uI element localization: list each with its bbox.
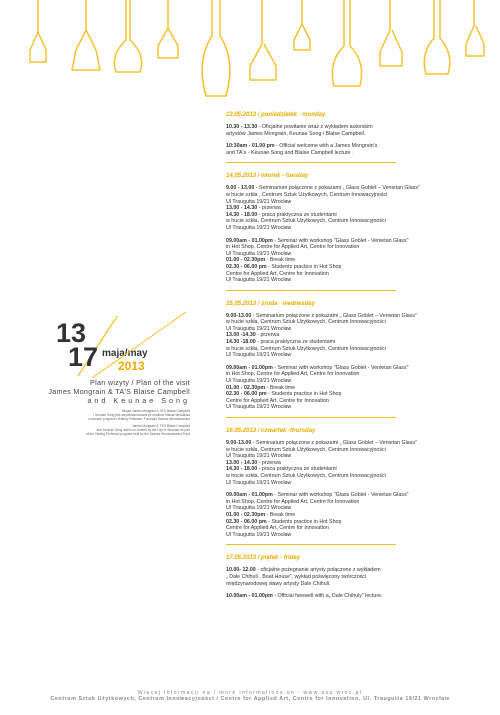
session-block: [226, 143, 486, 156]
schedule-text: Centre for Applied Art, Centre for Innovation: [226, 270, 329, 277]
schedule-line: [226, 473, 486, 480]
day-separator: [226, 417, 396, 418]
session-block: [226, 365, 486, 411]
schedule-text: - Break time: [265, 511, 296, 518]
funding-note-line: of the Visiting Professor program held by the Szansa Wroclawianina Fund: [85, 432, 190, 436]
schedule-line: [226, 519, 486, 526]
schedule-text: - praca praktyczna ze studentami: [257, 466, 337, 473]
schedule-text: w hucie szkła, Centrum Sztuk Użytkowych, Centrum Innowacyjności: [226, 446, 386, 453]
schedule-text: and TA's - Keunae Song and Blaise Campbell lecture .: [226, 149, 354, 156]
schedule-line: [226, 346, 486, 353]
schedule-text: in Hot Shop, Centre for Applied Art, Centre for Innovation: [226, 498, 360, 505]
more-info-line[interactable]: Więcej informacji na / more informations on : www.asp.wroc.pl: [137, 690, 363, 696]
schedule-text: - Seminar with workshop "Glass Goblet - Venietan Glass": [272, 492, 409, 499]
artists-line: James Mongrain & TA'S Blaise Campbell: [48, 387, 190, 396]
time-range: 10:30am - 01.00 pm: [226, 143, 275, 150]
day-block: [226, 112, 486, 163]
schedule-line: [226, 453, 486, 460]
time-range: 09.00am - 01.00pm: [226, 237, 273, 244]
schedule-line: [226, 499, 486, 506]
time-range: 13.00 -14.30: [226, 332, 256, 339]
schedule-line: [226, 225, 486, 232]
funding-note-line: Wizyta James Mongrain & TA'S Blaise Campbell: [121, 409, 190, 413]
schedule-line: [226, 567, 486, 574]
schedule-line: [226, 440, 486, 447]
schedule-text: artystów James Mongrain, Keunae Song i Blaise Campbell.: [226, 130, 366, 137]
time-range: 9.00 - 13.00: [226, 185, 255, 192]
schedule-line: [226, 271, 486, 278]
schedule-line: [226, 185, 486, 192]
schedule-text: - Seminarium połączone z pokazami „ Glass Goblet – Venietan Glass”: [254, 185, 420, 192]
session-block: [226, 185, 486, 231]
time-range: 01.00 - 02.30pm: [226, 384, 266, 391]
schedule-text: - przerwa: [257, 205, 281, 212]
day-header: 16.05.2013 / czwartek -thursday: [226, 428, 316, 434]
schedule-line: [226, 264, 486, 271]
schedule-line: [226, 365, 486, 372]
schedule-text: Ul Traugutta 19/21 Wrocław: [226, 505, 292, 512]
schedule-line: [226, 277, 486, 284]
time-range: 09.00am - 01.00pm: [226, 364, 273, 371]
schedule-text: - Official farewell with a„ Dale Chihuly” lecture.: [272, 593, 383, 600]
schedule-line: [226, 512, 486, 519]
time-range: 02.30 - 06.00 pm: [226, 391, 267, 398]
day-block: [226, 555, 486, 599]
schedule-line: [226, 385, 486, 392]
schedule-line: [226, 352, 486, 359]
schedule-text: Ul Traugutta 19/21 Wrocław: [226, 404, 292, 411]
plan-title: Plan wizyty / Plan of the visit: [90, 378, 190, 387]
schedule-line: [226, 574, 486, 581]
day-header: 14.05.2013 / wtorek - tuesday: [226, 173, 309, 180]
year-label: 2013: [118, 359, 145, 373]
schedule-text: w hucie szkła, Centrum Sztuk Użytkowych, Centrum Innowacyjności: [226, 345, 386, 352]
day-block: [226, 428, 486, 545]
schedule-line: [226, 251, 486, 258]
schedule-text: Ul Traugutta 19/21 Wrocław: [226, 224, 292, 231]
schedule-text: - przerwa: [257, 459, 281, 466]
schedule-line: [226, 480, 486, 487]
artists-line-2: and Keunae Song: [87, 396, 190, 405]
schedule-text: - Seminarium połączone z pokazami „ Glass Goblet – Venietan Glass”: [251, 312, 417, 319]
session-block: [226, 567, 486, 587]
schedule-text: w hucie szkła, Centrum Sztuk Użytkowych, Centrum Innowacyjności: [226, 218, 386, 225]
schedule-text: Ul Traugutta 19/21 Wrocław: [226, 479, 292, 486]
day-separator: [226, 544, 396, 545]
schedule-text: Centre for Applied Art, Centre for Innovation: [226, 525, 329, 532]
schedule-line: [226, 525, 486, 532]
date-start: 13: [56, 318, 87, 348]
time-range: 9.00-13.00: [226, 312, 252, 319]
date-end: 17: [68, 342, 99, 372]
schedule-text: - Break time: [265, 257, 296, 264]
session-block: [226, 440, 486, 486]
schedule-text: międzynarodowej sławy artysty Dale Chihuli.: [226, 580, 331, 587]
schedule-text: in Hot Shop, Centre for Applied Art, Centre for Innovation: [226, 244, 360, 251]
day-header: 17.05.2013 / piątek - friday: [226, 555, 301, 562]
schedule-text: w hucie szkła, Centrum Sztuk Użytkowych, Centrum Innowacyjności: [226, 319, 386, 326]
schedule-text: - Seminarium połączone z pokazami „ Glass Goblet – Venietan Glass”: [251, 440, 417, 446]
schedule-line: [226, 150, 486, 157]
day-separator: [226, 162, 396, 163]
session-block: [226, 492, 486, 538]
time-range: 13.00 - 14.30: [226, 205, 258, 212]
schedule-text: - Students practice in Hot Shop: [266, 391, 342, 398]
schedule-text: - praca praktyczna ze studentami: [255, 339, 336, 346]
schedule-text: Ul Traugutta 19/21 Wrocław: [226, 198, 292, 205]
day-separator: [226, 290, 396, 291]
session-block: [226, 593, 486, 600]
schedule-text: Ul Traugutta 19/21 Wrocław: [226, 378, 292, 385]
schedule-line: [226, 238, 486, 245]
session-block: [226, 313, 486, 359]
schedule-text: „ Dale Chihuli , Boat House”, wykład poświęcony twórczości: [226, 573, 367, 580]
schedule-text: - Students practice in Hot Shop: [266, 263, 342, 270]
schedule-line: [226, 593, 486, 600]
schedule-line: [226, 378, 486, 385]
schedule: [226, 112, 486, 610]
time-range: 02.30 - 06.00 pm: [226, 518, 267, 525]
schedule-line: [226, 466, 486, 473]
schedule-text: - Students practice in Hot Shop: [266, 518, 342, 525]
session-block: [226, 238, 486, 284]
schedule-line: [226, 460, 486, 467]
schedule-text: Ul Traugutta 19/21 Wrocław: [226, 352, 292, 359]
day-block: [226, 301, 486, 418]
schedule-line: [226, 131, 486, 138]
time-range: 10.00am - 01.00pm: [226, 593, 273, 600]
time-range: 09.00am - 01.00pm: [226, 492, 273, 499]
schedule-text: Ul Traugutta 19/21 Wrocław: [226, 250, 292, 257]
schedule-text: - Official welcome with a James Mongrain's: [274, 143, 378, 150]
schedule-text: in Hot Shop, Centre for Applied Art, Centre for Innovation: [226, 371, 360, 378]
schedule-text: - Seminar with workshop "Glass Goblet - Venietan Glass": [272, 364, 409, 371]
schedule-line: [226, 244, 486, 251]
schedule-text: Ul Traugutta 19/21 Wrocław: [226, 453, 292, 460]
schedule-line: [226, 143, 486, 150]
schedule-line: [226, 212, 486, 219]
schedule-line: [226, 581, 486, 588]
schedule-text: - Seminar with workshop "Glass Goblet - Venietan Glass": [272, 237, 409, 244]
time-range: 02.30 - 06.00 pm: [226, 263, 267, 270]
funding-note-line: i Keunae Song jest współfinansowana ze środków Miasta Wrocławia: [93, 413, 190, 417]
time-range: 14.30 - 18.00: [226, 211, 258, 218]
session-block: [226, 124, 486, 137]
schedule-text: - Oficjalne powitanie wraz z wykładem autorskim: [257, 124, 373, 130]
time-range: 10.00- 12.00: [226, 567, 256, 574]
schedule-line: [226, 199, 486, 206]
schedule-line: [226, 398, 486, 405]
schedule-line: [226, 205, 486, 212]
time-range: 14.30 - 18.00: [226, 466, 258, 473]
schedule-line: [226, 532, 486, 539]
time-range: 10.30 - 13.30: [226, 124, 258, 130]
schedule-text: Ul Traugutta 19/21 Wrocław: [226, 277, 292, 284]
funding-note-line: James Mongrain & TA'S Blaise Campbell: [132, 424, 190, 428]
schedule-line: [226, 313, 486, 320]
schedule-text: w hucie szkła , Centrum Sztuk Użytkowych, Centrum Innowacyjności: [226, 191, 388, 198]
address-line: Centrum Sztuk Użytkowych, Centrum Innowacyjności / Centre for Applied Art, Centre for Innovation, Ul. Traugutta 19/21 Wrocław: [50, 696, 450, 702]
schedule-line: [226, 391, 486, 398]
schedule-line: [226, 332, 486, 339]
schedule-line: [226, 319, 486, 326]
funding-note-line: and Keunae Song visit is co-funded by the City of Wroclaw as part: [96, 428, 190, 432]
schedule-line: [226, 192, 486, 199]
time-range: 14.30 -18.00: [226, 339, 256, 346]
day-block: [226, 173, 486, 290]
schedule-text: w hucie szkła, Centrum Sztuk Użytkowych, Centrum Innowacyjności: [226, 472, 386, 479]
schedule-text: Ul Traugutta 19/21 Wrocław: [226, 531, 292, 538]
funding-note-line: w ramach programu Visiting Professor, Fundacja Szansa Wrocławianina: [88, 417, 190, 421]
time-range: 01.00 - 02.30pm: [226, 511, 266, 518]
schedule-line: [226, 124, 486, 131]
time-range: 13.00 - 14.30: [226, 459, 258, 466]
schedule-text: - praca praktyczna ze studentami: [257, 211, 337, 218]
footer: [0, 690, 500, 702]
time-range: 01.00 - 02.30pm: [226, 257, 266, 264]
schedule-line: [226, 371, 486, 378]
month-label: maja/may: [102, 348, 148, 359]
schedule-text: - przerwa: [255, 332, 280, 339]
schedule-line: [226, 404, 486, 411]
schedule-line: [226, 447, 486, 454]
schedule-line: [226, 492, 486, 499]
day-header: 15.05.2013 / środa - wednesday: [226, 300, 316, 307]
time-range: 9.00-13.00: [226, 440, 252, 446]
schedule-text: Ul Traugutta 19/21 Wrocław: [226, 325, 292, 332]
schedule-text: - oficjalne pożegnanie artysty połączone z wykładem: [255, 567, 381, 574]
schedule-text: Centre for Applied Art, Centre for Innovation: [226, 397, 329, 404]
schedule-line: [226, 257, 486, 264]
schedule-line: [226, 339, 486, 346]
schedule-line: [226, 218, 486, 225]
schedule-line: [226, 326, 486, 333]
schedule-line: [226, 505, 486, 512]
schedule-text: - Break time: [265, 384, 296, 391]
day-header: 13.05.2013 / poniedziałek - monday: [226, 112, 326, 118]
